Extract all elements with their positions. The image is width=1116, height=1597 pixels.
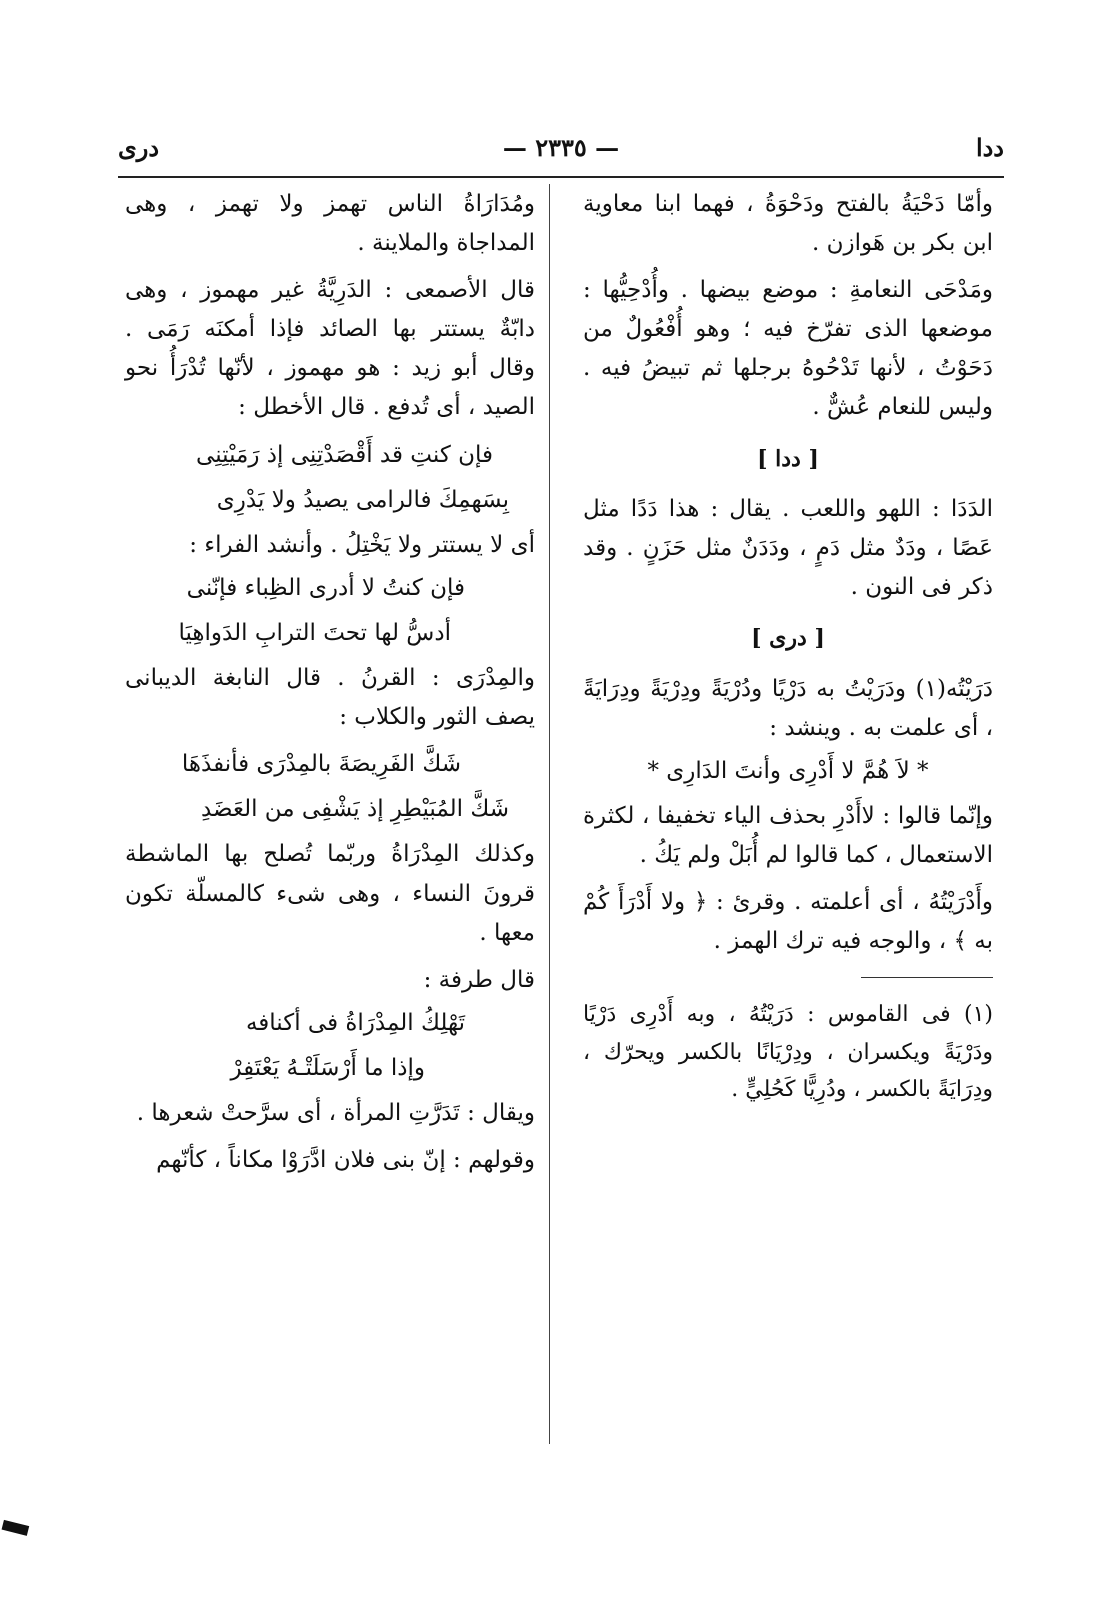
left-paragraph-3: أى لا يستتر ولا يَخْتِلُ . وأنشد الفراء : — [189, 531, 535, 558]
left-paragraph-5: وكذلك المِدْرَاةُ وربّما تُصلح بها الماشطة قرونَ النساء ، وهى شىء كالمسلّة تكون معها . — [125, 841, 535, 946]
verse-4: أدسُّ لها تحتَ الترابِ الدَواهِيَا — [178, 619, 451, 646]
right-column — [583, 185, 993, 1112]
footnote-rule — [861, 977, 993, 978]
dari-entry-3: وأَدْرَيْتُهُ ، أى أعلمته . وقرئ : ﴿ ولا أَدْرَأَ كُمْ به ﴾ ، والوجه فيه ترك الهمز . — [583, 889, 993, 955]
left-paragraph-8: وقولهم : إنّ بنى فلان ادَّرَوْا مكاناً ، كأنّهم — [156, 1147, 535, 1174]
verse-7: تَهْلِكُ المِدْرَاةُ فى أكنافه — [245, 1009, 465, 1036]
page-header — [118, 133, 1004, 176]
dari-entry-2: وإنّما قالوا : لاأَدْرِ بحذف الياء تخفيفا ، لكثرة الاستعمال ، كما قالوا لم أُبَلْ ولم يَكُ . — [583, 802, 993, 868]
dari-verse: * لاَ هُمَّ لا أَدْرِى وأنتَ الدَارِى * — [647, 757, 929, 784]
scan-edge-mark — [2, 1520, 30, 1536]
footnote — [583, 996, 993, 1108]
header-left-word: درى — [118, 133, 160, 162]
verse-2: بِسَهمِكَ فالرامى يصيدُ ولا يَدْرِى — [216, 486, 509, 513]
footnote-text: (١) فى القاموس : دَرَيْتُهُ ، وبه أَدْرِى دَرْيًا ودَرْيَةً ويكسران ، ودِرْيَانًا بالكسر ويحرّك ، ودِرَايَةً بالكسر ، ودُرِيًّا كَحُلِيٍّ . — [583, 1002, 993, 1103]
verse-6: شَكَّ المُبَيْطِرِ إذ يَشْفِى من العَضَدِ — [200, 796, 509, 823]
left-paragraph-7: ويقال : تَدَرَّتِ المرأة ، أى سرَّحتْ شعرها . — [136, 1099, 535, 1126]
verse-1: فإن كنتِ قد أَقْصَدْتِنِى إذ رَمَيْتِنِى — [196, 441, 493, 468]
left-column — [125, 185, 535, 1188]
header-right-word: ددا — [975, 133, 1004, 162]
verse-3: فإن كنتُ لا أدرى الظِباء فإنّنى — [186, 574, 465, 601]
left-paragraph-6: قال طرفة : — [423, 966, 535, 993]
dada-entry: الدَدَا : اللهو واللعب . يقال : هذا دَدًا مثل عَصًا ، ودَدٌ مثل دَمٍ ، ودَدَنٌ مثل حَزَنٍ . وقد ذكر فى النون . — [583, 495, 993, 601]
verse-5: شَكَّ الفَرِيصَةَ بالمِدْرَى فأنفذَهَا — [181, 751, 461, 778]
right-paragraph-1: وأمّا دَحْيَةُ بالفتح ودَحْوَةُ ، فهما ابنا معاوية ابن بكر بن هَوازن . — [583, 191, 993, 257]
page-number: — ٢٣٣٥ — — [502, 133, 620, 162]
section-title-dada: [ ددا ] — [757, 445, 819, 472]
dari-entry-1: دَرَيْتُه(١) ودَرَيْتُ به دَرْيًا ودُرْيَةً ودِرْيَةً ودِرَايَةً ، أى علمت به . وينشد : — [583, 675, 993, 741]
left-paragraph-4: والمِدْرَى : القرنُ . قال النابغة الديبانى يصف الثور والكلاب : — [125, 665, 535, 731]
left-paragraph-1: ومُدَارَاةُ الناس تهمز ولا تهمز ، وهى المداجاة والملاينة . — [125, 191, 535, 257]
verse-8: وإذا ما أَرْسَلَتْـهُ يَعْتَفِرْ — [230, 1054, 425, 1081]
section-title-dari: [ درى ] — [751, 625, 825, 652]
right-paragraph-2: ومَدْحَى النعامةِ : موضع بيضها . وأُدْحِيُّها : موضعها الذى تفرّخ فيه ؛ وهو أُفْعُولٌ من دَحَوْتُ ، لأنها تَدْحُوهُ برجلها ثم تبيضُ فيه . وليس للنعام عُشٌّ . — [583, 277, 993, 421]
header-rule — [118, 176, 1004, 178]
left-paragraph-2: قال الأصمعى : الدَرِيَّةُ غير مهموز ، وهى دابّةٌ يستتر بها الصائد فإذا أمكنَه رَمَى . وقال أبو زيد : هو مهموز ، لأنّها تُدْرَأُ نحو الصيد ، أى تُدفع . قال الأخطل : — [125, 277, 535, 421]
column-divider — [549, 184, 550, 1444]
